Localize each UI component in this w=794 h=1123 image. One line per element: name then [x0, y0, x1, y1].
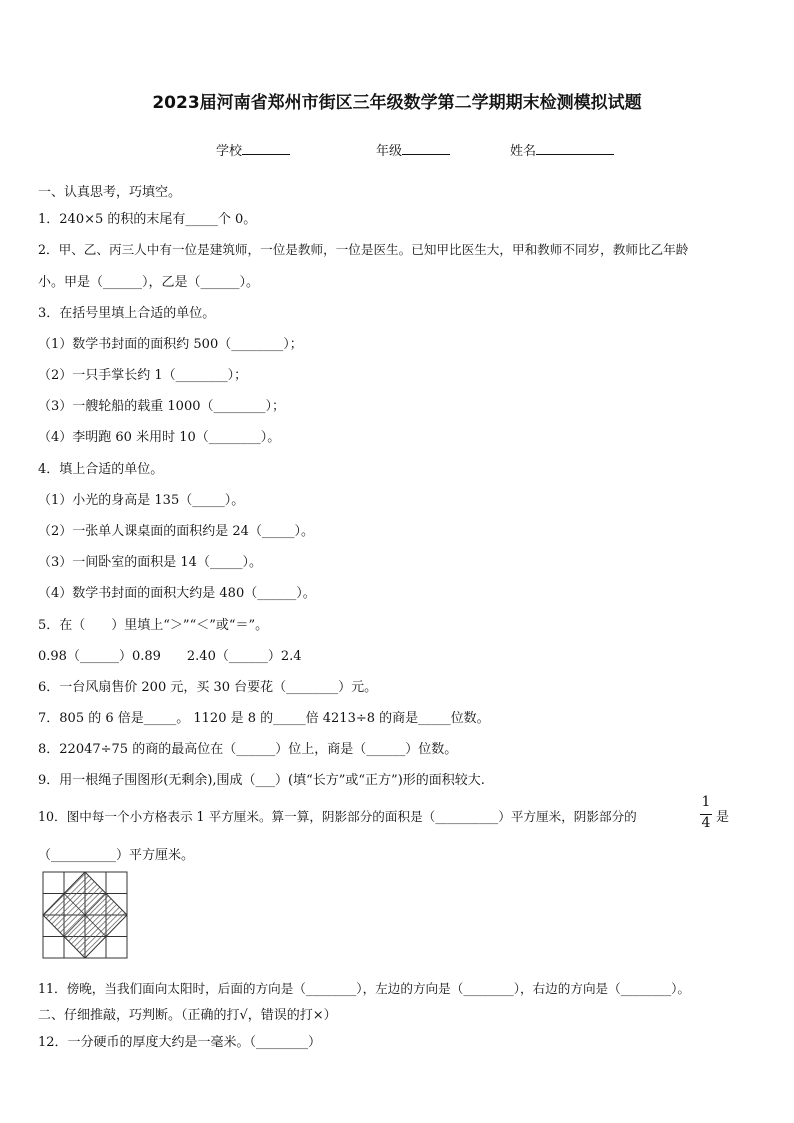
question-4-4: （4）数学书封面的面积大约是 480（______）。 [38, 586, 316, 601]
question-3-3: （3）一艘轮船的载重 1000（________）； [38, 399, 285, 414]
grade-blank[interactable] [402, 142, 450, 155]
question-6: 6．一台风扇售价 200 元，买 30 台要花（________）元。 [38, 680, 378, 695]
fraction-denominator: 4 [701, 815, 711, 831]
grid-figure [42, 871, 128, 959]
question-2-line-2: 小。甲是（______），乙是（______）。 [38, 275, 260, 290]
name-field[interactable] [510, 140, 614, 159]
grade-field[interactable] [376, 140, 450, 159]
question-4-2: （2）一张单人课桌面的面积约是 24（_____）。 [38, 524, 314, 539]
question-10-suffix: 是 [716, 810, 730, 825]
question-1: 1．240×5 的积的末尾有_____个 0。 [38, 212, 257, 227]
question-3-1: （1）数学书封面的面积约 500（________）； [38, 337, 303, 352]
question-5-items: 0.98（______）0.89 2.40（______）2.4 [38, 649, 302, 664]
question-9: 9．用一根绳子围图形(无剩余),围成（___）(填“长方”或“正方”)形的面积较大. [38, 773, 485, 788]
question-4-3: （3）一间卧室的面积是 14（_____）。 [38, 555, 262, 570]
question-4-1: （1）小光的身高是 135（_____）。 [38, 493, 245, 508]
question-5: 5．在（ ）里填上“＞”“＜”或“＝”。 [38, 618, 269, 633]
name-blank[interactable] [536, 142, 614, 155]
question-4: 4．填上合适的单位。 [38, 462, 164, 477]
question-8: 8．22047÷75 的商的最高位在（______）位上，商是（______）位数。 [38, 742, 458, 757]
grade-label: 年级 [376, 144, 403, 159]
question-2-line-1: 2．甲、乙、丙三人中有一位是建筑师，一位是教师，一位是医生。已知甲比医生大，甲和教师不同岁，教师比乙年龄 [38, 242, 689, 257]
question-11: 11．傍晚，当我们面向太阳时，后面的方向是（________），左边的方向是（________），右边的方向是（________）。 [38, 981, 691, 996]
question-10-line-1: 10．图中每一个小方格表示 1 平方厘米。算一算，阴影部分的面积是（__________）平方厘米，阴影部分的 [38, 809, 637, 824]
school-blank[interactable] [242, 142, 290, 155]
section-1-heading: 一、认真思考，巧填空。 [38, 185, 182, 200]
school-field[interactable] [216, 140, 290, 159]
name-label: 姓名 [510, 144, 537, 159]
question-3: 3．在括号里填上合适的单位。 [38, 306, 216, 321]
question-10-line-2: （__________）平方厘米。 [38, 848, 195, 863]
section-2-heading: 二、仔细推敲，巧判断。（正确的打√，错误的打×） [38, 1008, 337, 1023]
question-7: 7．805 的 6 倍是_____。 1120 是 8 的_____倍 4213÷8 的商是_____位数。 [38, 711, 490, 726]
fraction-numerator: 1 [701, 794, 711, 810]
question-3-2: （2）一只手掌长约 1（________）； [38, 368, 248, 383]
question-3-4: （4）李明跑 60 米用时 10（________）。 [38, 430, 281, 445]
question-12: 12．一分硬币的厚度大约是一毫米。（________） [38, 1035, 322, 1050]
page-title: 2023届河南省郑州市街区三年级数学第二学期期末检测模拟试题 [152, 93, 642, 113]
school-label: 学校 [216, 144, 243, 159]
